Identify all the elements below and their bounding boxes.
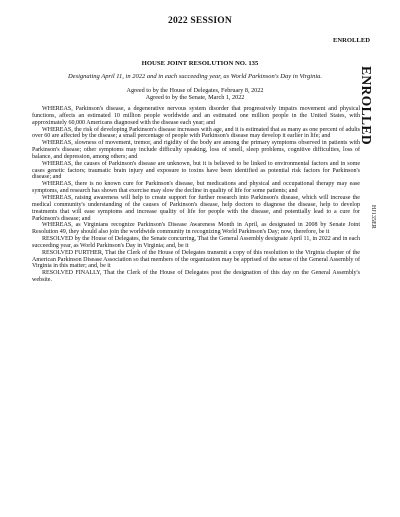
agreed-senate: Agreed to by the Senate, March 1, 2022 xyxy=(145,94,245,102)
paragraph-resolved-finally: RESOLVED FINALLY, That the Clerk of the House of Delegates post the designation of this day on the General Assembly's website. xyxy=(32,270,360,284)
enrolled-label: ENROLLED xyxy=(332,37,370,44)
resolution-subtitle: Designating April 11, in 2022 and in each succeeding year, as World Parkinson's Day in Virginia. xyxy=(67,73,323,80)
session-heading: 2022 SESSION xyxy=(168,16,232,26)
resolution-body xyxy=(32,106,360,284)
agreed-house: Agreed to by the House of Delegates, February 8, 2022 xyxy=(126,87,264,94)
resolution-code: HJ135ER xyxy=(370,205,376,229)
agreement-dates xyxy=(40,87,350,102)
paragraph-whereas-3: WHEREAS, slowness of movement, tremor, and rigidity of the body are among the primary symptoms observed in patients with Parkinson's disease; other symptoms may include difficulty speaking, loss of smell, sleep problems, cognitive difficulties, loss of balance, and depression, among others; and xyxy=(32,140,360,160)
paragraph-whereas-7: WHEREAS, as Virginians recognize Parkinson's Disease Awareness Month in April, as designated in 2008 by Senate Joint Resolution 49, they should also join the worldwide community in recognizing World Parkinson's Day; now, therefore, be it xyxy=(32,222,360,236)
resolution-title: HOUSE JOINT RESOLUTION NO. 135 xyxy=(141,60,259,67)
paragraph-resolved-further: RESOLVED FURTHER, That the Clerk of the House of Delegates transmit a copy of this resolution to the Virginia chapter of the American Parkinson Disease Association so that members of the organization may be apprised of the sense of the General Assembly of Virginia in this matter; and, be it xyxy=(32,249,360,270)
paragraph-resolved: RESOLVED by the House of Delegates, the Senate concurring, That the General Assembly designate April 11, in 2022 and in each succeeding year, as World Parkinson's Day in Virginia; and, be it xyxy=(32,236,360,249)
paragraph-whereas-6: WHEREAS, raising awareness will help to create support for further research into Parkinson's disease, which will increase the medical community's understanding of the causes of Parkinson's disease, help doctors to diagnose the disease, help to develop treatments that will ease symptoms and increase quality of life for people with the disease, and potentially lead to a cure for Parkinson's disease; and xyxy=(32,194,360,222)
paragraph-whereas-5: WHEREAS, there is no known cure for Parkinson's disease, but medications and physical and occupational therapy may ease symptoms, and research has shown that exercise may slow the decline in quality of life for some patients; and xyxy=(32,181,360,195)
enrolled-side-stamp: ENROLLED xyxy=(359,66,374,145)
paragraph-whereas-4: WHEREAS, the causes of Parkinson's disease are unknown, but it is believed to be linked to environmental factors and in some cases genetic factors; traumatic brain injury and exposure to toxins have been identified as potential risk factors for Parkinson's disease; and xyxy=(32,160,360,181)
paragraph-whereas-1: WHEREAS, Parkinson's disease, a degenerative nervous system disorder that progressively impairs movement and physical functions, affects an estimated 10 million people worldwide and an estimated one million people in the United States, with approximately 60,000 Americans diagnosed with the disease each year; and xyxy=(32,106,360,126)
paragraph-whereas-2: WHEREAS, the risk of developing Parkinson's disease increases with age, and it is estimated that as many as one percent of adults over 60 are affected by the disease; a small percentage of people with Parkinson's disease may develop it earlier in life; and xyxy=(32,126,360,140)
